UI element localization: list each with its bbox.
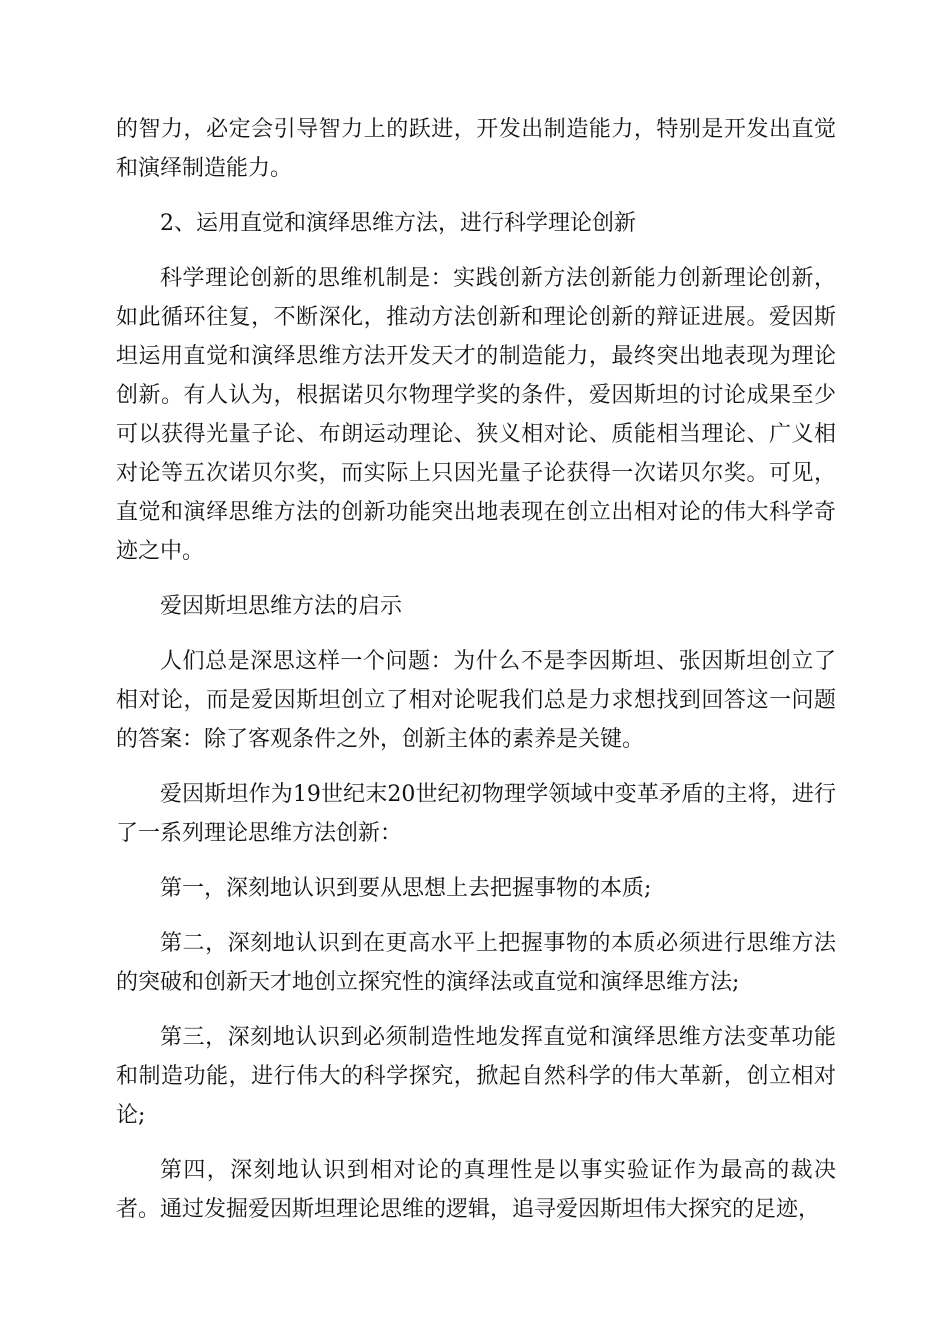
paragraph: 科学理论创新的思维机制是：实践创新方法创新能力创新理论创新，如此循环往复，不断深化，推动方法创新和理论创新的辩证进展。爱因斯坦运用直觉和演绎思维方法开发天才的制造能力，最终突出地表现为理论创新。有人认为，根据诺贝尔物理学奖的条件，爱因斯坦的讨论成果至少可以获得光量子论、布朗运动理论、狭义相对论、质能相当理论、广义相对论等五次诺贝尔奖，而实际上只因光量子论获得一次诺贝尔奖。可见，直觉和演绎思维方法的创新功能突出地表现在创立出相对论的伟大科学奇迹之中。 [116, 266, 836, 564]
section-heading: 2、运用直觉和演绎思维方法，进行科学理论创新 [160, 211, 636, 236]
document-body [116, 110, 836, 1245]
paragraph: 人们总是深思这样一个问题：为什么不是李因斯坦、张因斯坦创立了相对论，而是爱因斯坦创立了相对论呢我们总是力求想找到回答这一问题的答案：除了客观条件之外，创新主体的素养是关键。 [116, 649, 836, 752]
list-item: 第二，深刻地认识到在更高水平上把握事物的本质必须进行思维方法的突破和创新天才地创立探究性的演绎法或直觉和演绎思维方法; [116, 931, 836, 995]
paragraph-continuation: 的智力，必定会引导智力上的跃进，开发出制造能力，特别是开发出直觉和演绎制造能力。 [116, 117, 836, 181]
list-item: 第一，深刻地认识到要从思想上去把握事物的本质; [160, 876, 652, 901]
paragraph: 爱因斯坦作为19世纪末20世纪初物理学领域中变革矛盾的主将，进行了一系列理论思维方法创新： [116, 782, 836, 846]
list-item: 第三，深刻地认识到必须制造性地发挥直觉和演绎思维方法变革功能和制造功能，进行伟大的科学探究，掀起自然科学的伟大革新，创立相对论; [116, 1025, 836, 1128]
list-item: 第四，深刻地认识到相对论的真理性是以事实验证作为最高的裁决者。通过发掘爱因斯坦理论思维的逻辑，追寻爱因斯坦伟大探究的足迹， [116, 1158, 836, 1222]
section-heading: 爱因斯坦思维方法的启示 [160, 594, 403, 619]
